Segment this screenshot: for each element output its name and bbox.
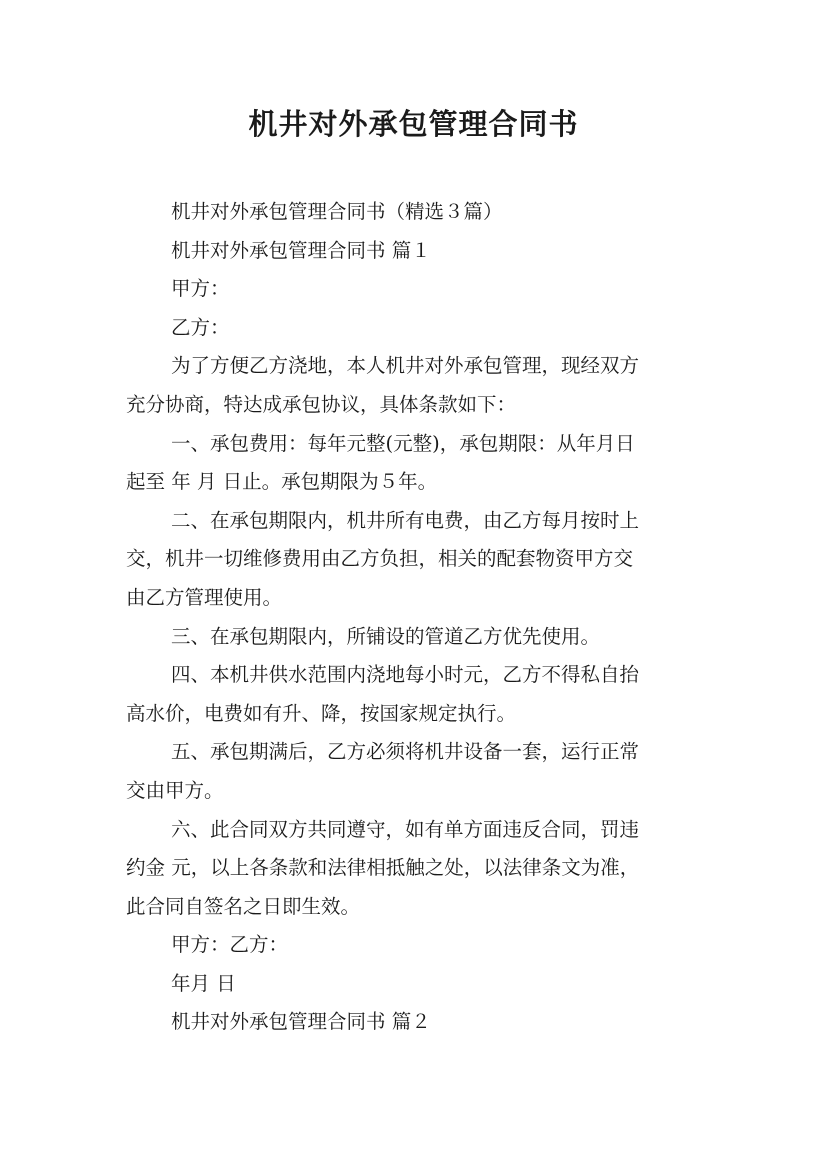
- section-heading-2: 机井对外承包管理合同书 篇２: [171, 1010, 431, 1034]
- clause-6-line: 六、此合同双方共同遵守，如有单方面违反合同，罚违: [171, 817, 640, 841]
- intro-paragraph-line: 充分协商，特达成承包协议，具体条款如下：: [126, 392, 517, 416]
- clause-2-line: 交，机井一切维修费用由乙方负担，相关的配套物资甲方交: [126, 547, 634, 571]
- clause-4-line: 高水价，电费如有升、降，按国家规定执行。: [126, 701, 517, 725]
- signature-date-line: 年月 日: [171, 971, 236, 995]
- clause-6-line: 此合同自签名之日即生效。: [126, 894, 361, 918]
- clause-5-line: 五、承包期满后，乙方必须将机井设备一套，运行正常: [171, 740, 640, 764]
- document-body: [126, 193, 711, 1042]
- intro-paragraph-line: 为了方便乙方浇地，本人机井对外承包管理，现经双方: [171, 354, 640, 378]
- section-heading-1: 机井对外承包管理合同书 篇１: [171, 238, 431, 262]
- clause-5-line: 交由甲方。: [126, 778, 224, 802]
- clause-2-line: 二、在承包期限内，机井所有电费，由乙方每月按时上: [171, 508, 640, 532]
- party-b-line: 乙方：: [171, 315, 230, 339]
- document-title: 机井对外承包管理合同书: [248, 107, 579, 141]
- party-a-line: 甲方：: [171, 277, 230, 301]
- clause-3-line: 三、在承包期限内，所铺设的管道乙方优先使用。: [171, 624, 601, 648]
- clause-1-line: 起至 年 月 日止。承包期限为５年。: [126, 470, 438, 494]
- clause-2-line: 由乙方管理使用。: [126, 585, 283, 609]
- clause-1-line: 一、承包费用：每年元整(元整)，承包期限：从年月日: [171, 431, 635, 455]
- clause-6-line: 约金 元，以上各条款和法律相抵触之处，以法律条文为准，: [126, 856, 640, 880]
- clause-4-line: 四、本机井供水范围内浇地每小时元，乙方不得私自抬: [171, 663, 640, 687]
- signature-parties-line: 甲方：乙方：: [171, 933, 289, 957]
- subtitle-line: 机井对外承包管理合同书（精选３篇）: [171, 200, 503, 223]
